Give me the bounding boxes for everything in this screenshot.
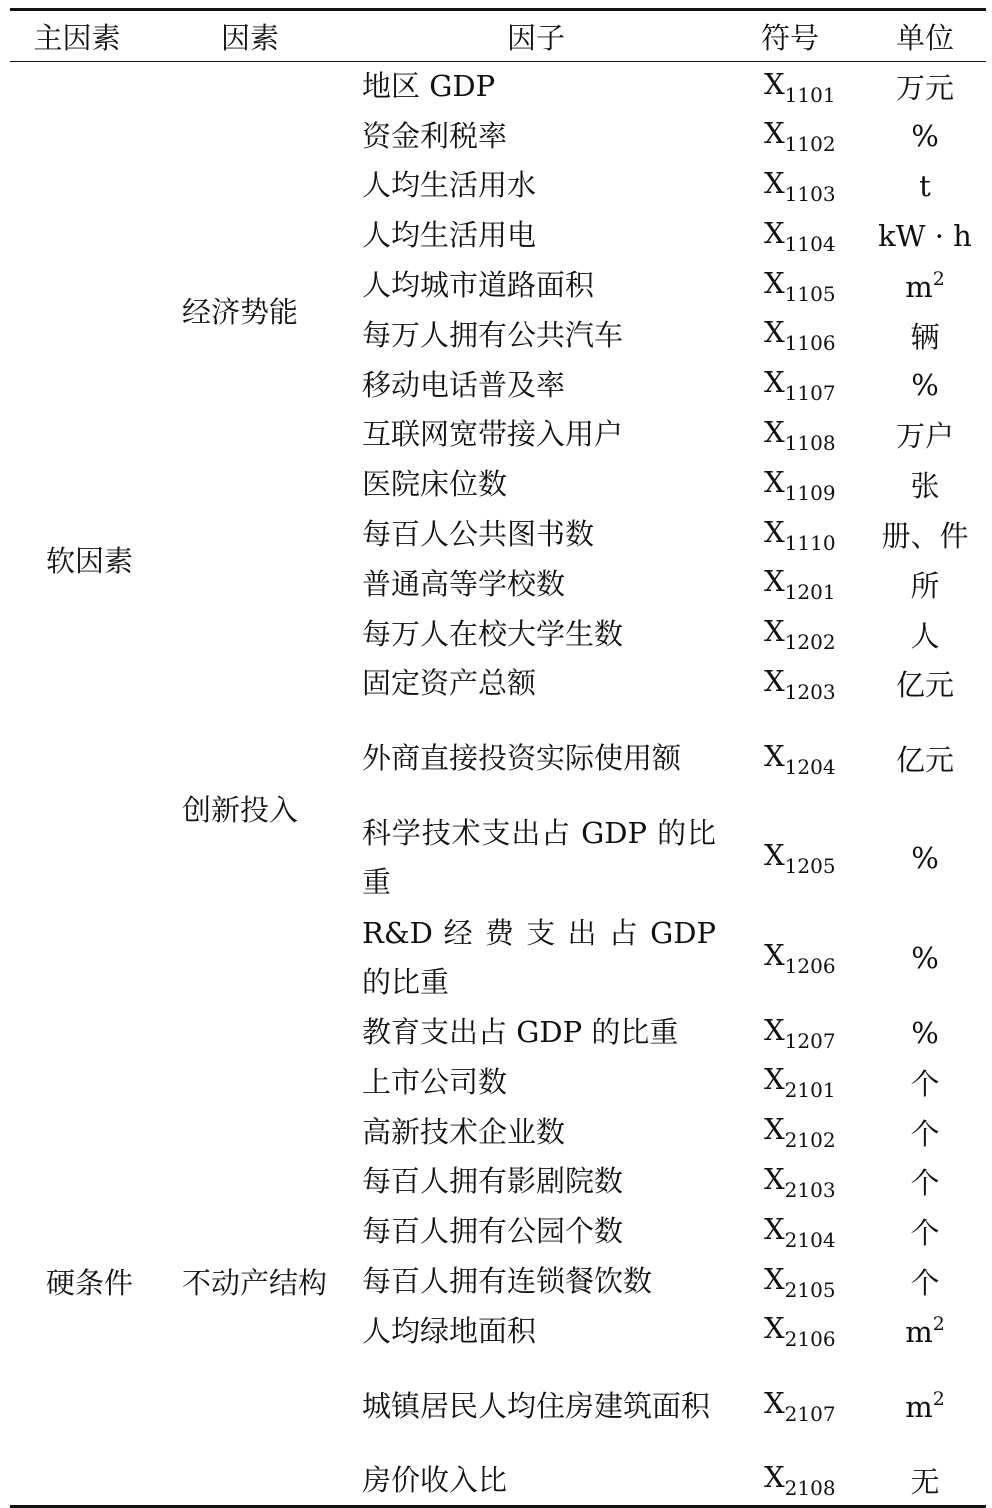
symbol-cell bbox=[716, 111, 864, 161]
symbol-cell bbox=[716, 908, 864, 1008]
symbol-base: X bbox=[764, 738, 785, 773]
item-name-cell: 每百人拥有连锁餐饮数 bbox=[362, 1264, 653, 1299]
symbol-subscript: 2103 bbox=[784, 1177, 836, 1202]
main-factor-cell: 软因素 bbox=[46, 544, 134, 579]
symbol-cell bbox=[716, 1157, 864, 1207]
symbol-subscript: 1204 bbox=[784, 754, 836, 779]
unit-text: m bbox=[905, 1315, 933, 1350]
item-name-cell: 人均生活用水 bbox=[362, 168, 537, 203]
symbol-base: X bbox=[764, 365, 785, 400]
unit-cell bbox=[864, 808, 986, 908]
symbol-cell bbox=[716, 161, 864, 211]
unit-text: t bbox=[919, 168, 931, 203]
symbol-cell bbox=[716, 1356, 864, 1456]
header-symbol: 符号 bbox=[716, 10, 864, 62]
unit-text: 亿元 bbox=[895, 668, 954, 703]
main-factor-cell: 硬条件 bbox=[46, 1265, 134, 1300]
symbol-base: X bbox=[764, 265, 785, 300]
symbol-base: X bbox=[764, 1261, 785, 1296]
symbol-cell bbox=[716, 460, 864, 510]
symbol-cell bbox=[716, 62, 864, 112]
symbol-base: X bbox=[764, 1311, 785, 1346]
unit-cell bbox=[864, 1207, 986, 1257]
symbol-base: X bbox=[764, 66, 785, 101]
unit-text: 人 bbox=[910, 618, 940, 653]
unit-text: % bbox=[911, 119, 939, 154]
unit-text: 张 bbox=[910, 469, 940, 504]
symbol-base: X bbox=[764, 1161, 785, 1196]
unit-cell bbox=[864, 1107, 986, 1157]
factor-group-cell: 创新投入 bbox=[182, 792, 299, 827]
table-body bbox=[10, 62, 986, 1507]
symbol-subscript: 1110 bbox=[784, 530, 836, 555]
item-name-cell: 移动电话普及率 bbox=[362, 367, 566, 402]
unit-cell bbox=[864, 1356, 986, 1456]
unit-cell bbox=[864, 1057, 986, 1107]
item-name-cell: 医院床位数 bbox=[362, 467, 508, 502]
symbol-base: X bbox=[764, 315, 785, 350]
symbol-base: X bbox=[764, 165, 785, 200]
item-name-cell: 高新技术企业数 bbox=[362, 1114, 566, 1149]
symbol-base: X bbox=[764, 1062, 785, 1097]
item-name-cell: 房价收入比 bbox=[362, 1462, 508, 1497]
unit-text: 个 bbox=[910, 1266, 940, 1301]
unit-cell bbox=[864, 1456, 986, 1507]
symbol-base: X bbox=[764, 1012, 785, 1047]
symbol-cell bbox=[716, 1207, 864, 1257]
symbol-cell bbox=[716, 1008, 864, 1058]
factor-group-cell: 经济势能 bbox=[182, 295, 299, 330]
table-header-row bbox=[10, 10, 986, 62]
symbol-subscript: 1109 bbox=[784, 480, 836, 505]
symbol-cell bbox=[716, 659, 864, 709]
symbol-subscript: 1102 bbox=[784, 132, 836, 157]
symbol-subscript: 2106 bbox=[784, 1327, 836, 1352]
symbol-base: X bbox=[764, 215, 785, 250]
symbol-base: X bbox=[764, 663, 785, 698]
symbol-subscript: 1202 bbox=[784, 630, 836, 655]
item-name-cell: 普通高等学校数 bbox=[362, 566, 566, 601]
symbol-cell bbox=[716, 360, 864, 410]
table-row bbox=[10, 1057, 986, 1107]
symbol-cell bbox=[716, 1306, 864, 1356]
item-name-cell: 外商直接投资实际使用额 bbox=[362, 741, 682, 776]
symbol-subscript: 1206 bbox=[784, 953, 836, 978]
item-name-cell: 城镇居民人均住房建筑面积 bbox=[362, 1388, 711, 1423]
item-name-cell: 人均生活用电 bbox=[362, 218, 537, 253]
header-unit: 单位 bbox=[864, 10, 986, 62]
unit-cell bbox=[864, 410, 986, 460]
header-factor: 因素 bbox=[144, 10, 356, 62]
unit-text: 亿元 bbox=[895, 743, 954, 778]
item-name-cell: 互联网宽带接入用户 bbox=[362, 417, 624, 452]
symbol-cell bbox=[716, 1456, 864, 1507]
symbol-subscript: 2102 bbox=[784, 1128, 836, 1153]
unit-cell bbox=[864, 360, 986, 410]
symbol-cell bbox=[716, 1107, 864, 1157]
header-item: 因子 bbox=[356, 10, 716, 62]
item-name-cell: 每百人拥有影剧院数 bbox=[362, 1164, 624, 1199]
symbol-subscript: 1203 bbox=[784, 679, 836, 704]
unit-text: 个 bbox=[910, 1166, 940, 1201]
symbol-base: X bbox=[764, 838, 785, 873]
item-name-cell: 人均绿地面积 bbox=[362, 1313, 537, 1348]
symbol-subscript: 1107 bbox=[784, 381, 836, 406]
unit-cell bbox=[864, 1306, 986, 1356]
symbol-base: X bbox=[764, 464, 785, 499]
item-name-cell: 每万人在校大学生数 bbox=[362, 616, 624, 651]
unit-text: 册、件 bbox=[881, 519, 969, 554]
unit-superscript: 2 bbox=[932, 1313, 945, 1336]
symbol-base: X bbox=[764, 514, 785, 549]
unit-text: kW · h bbox=[878, 218, 972, 253]
unit-cell bbox=[864, 310, 986, 360]
symbol-cell bbox=[716, 410, 864, 460]
symbol-cell bbox=[716, 211, 864, 261]
unit-cell bbox=[864, 1157, 986, 1207]
symbol-subscript: 1101 bbox=[784, 82, 836, 107]
symbol-cell bbox=[716, 808, 864, 908]
symbol-subscript: 1205 bbox=[784, 854, 836, 879]
symbol-subscript: 1207 bbox=[784, 1028, 836, 1053]
symbol-cell bbox=[716, 310, 864, 360]
table-row bbox=[10, 62, 986, 112]
symbol-cell bbox=[716, 510, 864, 560]
unit-text: 个 bbox=[910, 1116, 940, 1151]
symbol-base: X bbox=[764, 1460, 785, 1495]
symbol-subscript: 1104 bbox=[784, 231, 836, 256]
unit-text: % bbox=[911, 368, 939, 403]
unit-cell bbox=[864, 659, 986, 709]
unit-cell bbox=[864, 62, 986, 112]
symbol-base: X bbox=[764, 1211, 785, 1246]
symbol-cell bbox=[716, 1257, 864, 1307]
symbol-subscript: 1201 bbox=[784, 580, 836, 605]
unit-text: % bbox=[911, 940, 939, 975]
unit-text: m bbox=[905, 1390, 933, 1425]
symbol-base: X bbox=[764, 116, 785, 151]
unit-cell bbox=[864, 211, 986, 261]
header-main-factor: 主因素 bbox=[10, 10, 144, 62]
symbol-subscript: 2104 bbox=[784, 1227, 836, 1252]
symbol-subscript: 2107 bbox=[784, 1402, 836, 1427]
symbol-cell bbox=[716, 261, 864, 311]
item-name-cell: 每万人拥有公共汽车 bbox=[362, 317, 624, 352]
unit-text: 所 bbox=[910, 568, 940, 603]
unit-text: 个 bbox=[910, 1216, 940, 1251]
unit-cell bbox=[864, 510, 986, 560]
item-name-cell: 每百人拥有公园个数 bbox=[362, 1214, 624, 1249]
symbol-cell bbox=[716, 709, 864, 809]
symbol-cell bbox=[716, 1057, 864, 1107]
unit-cell bbox=[864, 559, 986, 609]
symbol-subscript: 1103 bbox=[784, 181, 836, 206]
symbol-base: X bbox=[764, 564, 785, 599]
unit-cell bbox=[864, 161, 986, 211]
unit-text: 辆 bbox=[910, 319, 940, 354]
unit-superscript: 2 bbox=[932, 1388, 945, 1411]
unit-text: 万元 bbox=[895, 71, 954, 106]
unit-text: 无 bbox=[910, 1464, 940, 1499]
unit-cell bbox=[864, 460, 986, 510]
symbol-subscript: 2101 bbox=[784, 1078, 836, 1103]
item-name-cell: 上市公司数 bbox=[362, 1064, 508, 1099]
symbol-subscript: 2105 bbox=[784, 1277, 836, 1302]
unit-cell bbox=[864, 261, 986, 311]
symbol-subscript: 1108 bbox=[784, 430, 836, 455]
symbol-base: X bbox=[764, 1386, 785, 1421]
item-name-cell: 教育支出占 GDP 的比重 bbox=[362, 1015, 679, 1050]
item-name-cell: 人均城市道路面积 bbox=[362, 268, 595, 303]
item-name-cell: 科学技术支出占 GDP 的比重 bbox=[362, 816, 716, 900]
unit-cell bbox=[864, 609, 986, 659]
item-name-cell: 地区 GDP bbox=[362, 69, 496, 104]
symbol-subscript: 1106 bbox=[784, 331, 836, 356]
symbol-cell bbox=[716, 559, 864, 609]
factor-table bbox=[10, 8, 986, 1508]
symbol-base: X bbox=[764, 614, 785, 649]
symbol-cell bbox=[716, 609, 864, 659]
unit-text: 个 bbox=[910, 1066, 940, 1101]
unit-cell bbox=[864, 111, 986, 161]
unit-cell bbox=[864, 1257, 986, 1307]
table-row bbox=[10, 559, 986, 609]
unit-text: % bbox=[911, 841, 939, 876]
symbol-base: X bbox=[764, 1112, 785, 1147]
symbol-base: X bbox=[764, 414, 785, 449]
unit-superscript: 2 bbox=[932, 267, 945, 290]
unit-text: % bbox=[911, 1015, 939, 1050]
symbol-subscript: 1105 bbox=[784, 281, 836, 306]
unit-cell bbox=[864, 709, 986, 809]
symbol-subscript: 2108 bbox=[784, 1476, 836, 1501]
unit-text: m bbox=[905, 269, 933, 304]
item-name-cell: R&D 经 费 支 出 占 GDP 的比重 bbox=[362, 915, 716, 999]
unit-cell bbox=[864, 1008, 986, 1058]
unit-text: 万户 bbox=[895, 419, 954, 454]
item-name-cell: 固定资产总额 bbox=[362, 666, 537, 701]
unit-cell bbox=[864, 908, 986, 1008]
factor-group-cell: 不动产结构 bbox=[182, 1265, 328, 1300]
item-name-cell: 每百人公共图书数 bbox=[362, 517, 595, 552]
item-name-cell: 资金利税率 bbox=[362, 118, 508, 153]
symbol-base: X bbox=[764, 937, 785, 972]
